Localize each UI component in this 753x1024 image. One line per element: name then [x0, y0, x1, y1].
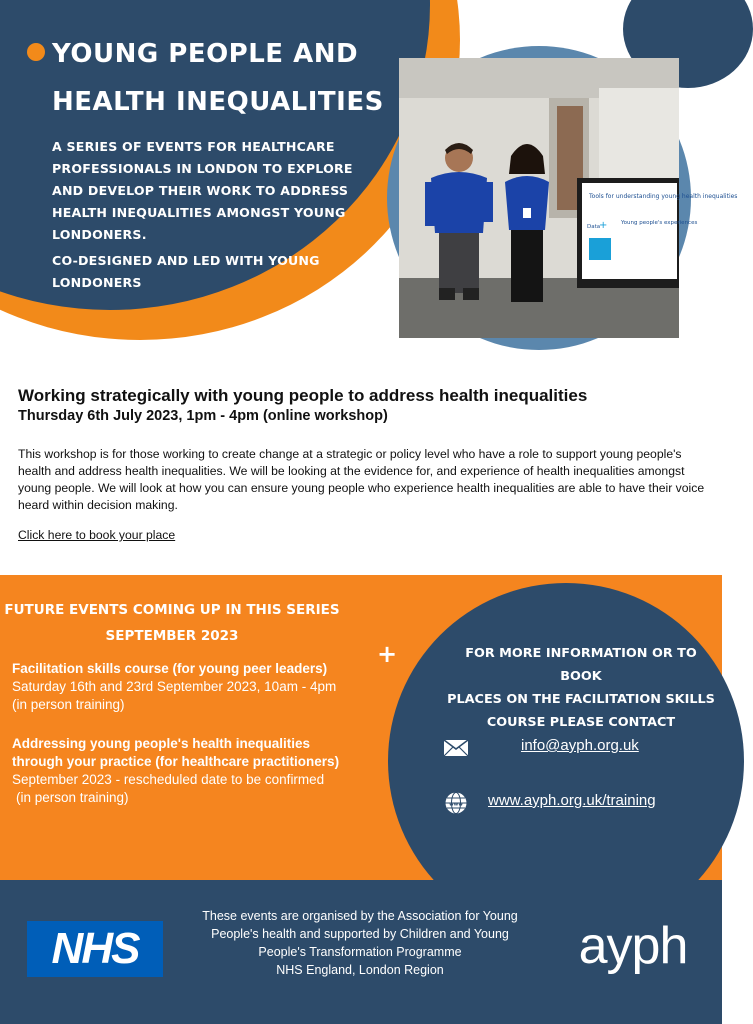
event-format: (in person training): [12, 697, 125, 712]
title-bullet-dot: [27, 43, 45, 61]
future-heading-line-2: SEPTEMBER 2023: [105, 628, 239, 644]
book-place-link[interactable]: Click here to book your place: [18, 528, 176, 542]
globe-icon: [444, 791, 468, 815]
contact-heading-line-2: PLACES ON THE FACILITATION SKILLS: [447, 692, 715, 707]
page-title: [52, 30, 392, 126]
workshop-title: Working strategically with young people to address health inequalities: [18, 386, 588, 405]
website-link[interactable]: www.ayph.org.uk/training: [488, 792, 656, 809]
ayph-logo: [568, 909, 698, 989]
contact-heading: [446, 642, 716, 734]
contact-heading-line-1: FOR MORE INFORMATION OR TO BOOK: [465, 646, 697, 684]
photo-illustration: [399, 58, 738, 338]
event-facilitation-skills: [12, 660, 392, 714]
event-format: (in person training): [16, 790, 129, 805]
screen-title: Tools for understanding young health inequalities: [589, 193, 738, 200]
event-name-line-1: Addressing young people's health inequalities: [12, 736, 311, 751]
event-dates: Saturday 16th and 23rd September 2023, 10am - 4pm: [12, 679, 337, 694]
future-heading-line-1: FUTURE EVENTS COMING UP IN THIS SERIES: [4, 602, 340, 618]
title-line-1: YOUNG PEOPLE AND: [52, 39, 359, 69]
nhs-logo-text: NHS: [51, 924, 139, 973]
footer-credits: [180, 907, 540, 979]
email-link[interactable]: info@ayph.org.uk: [521, 737, 639, 754]
event-name: Facilitation skills course (for young peer leaders): [12, 661, 328, 676]
event-photo: [399, 58, 738, 338]
event-health-inequalities-practice: [12, 735, 392, 807]
title-line-2: HEALTH INEQUALITIES: [52, 87, 384, 117]
footer-line-1: These events are organised by the Association for Young: [202, 909, 518, 923]
footer-line-3: People's Transformation Programme: [258, 945, 462, 959]
svg-text:+: +: [599, 220, 608, 231]
series-description: A SERIES OF EVENTS FOR HEALTHCARE PROFESSIONALS IN LONDON TO EXPLORE AND DEVELOP THEIR WORK TO ADDRESS HEALTH INEQUALITIES AMONGST YOUNG LONDONERS.: [52, 139, 353, 242]
event-name-line-2: through your practice (for healthcare practitioners): [12, 754, 340, 769]
event-dates: September 2023 - rescheduled date to be confirmed: [12, 772, 325, 787]
envelope-icon: [443, 739, 469, 757]
screen-data-label: Data: [587, 224, 601, 230]
nhs-logo: [27, 921, 163, 977]
workshop-date: Thursday 6th July 2023, 1pm - 4pm (online workshop): [18, 408, 388, 424]
footer-line-2: People's health and supported by Children and Young: [211, 927, 509, 941]
codesigned-note: CO-DESIGNED AND LED WITH YOUNG LONDONERS: [52, 253, 320, 290]
workshop-description: This workshop is for those working to create change at a strategic or policy level who have a role to support young people's health and address health inequalities. We will be looking at the evidence for, and experience of health inequalities amongst young people. We will look at how you can ensure young people who experience health inequalities are able to have their voice heard within decision making.: [18, 447, 705, 512]
future-events-heading: [0, 597, 344, 649]
contact-heading-line-3: COURSE PLEASE CONTACT: [486, 715, 676, 730]
footer-line-4: NHS England, London Region: [276, 963, 444, 977]
svg-text:www: www: [449, 801, 463, 808]
ayph-logo-text: ayph: [578, 917, 688, 975]
screen-experiences-label: Young people's experiences: [621, 220, 698, 226]
plus-icon: +: [377, 640, 398, 668]
